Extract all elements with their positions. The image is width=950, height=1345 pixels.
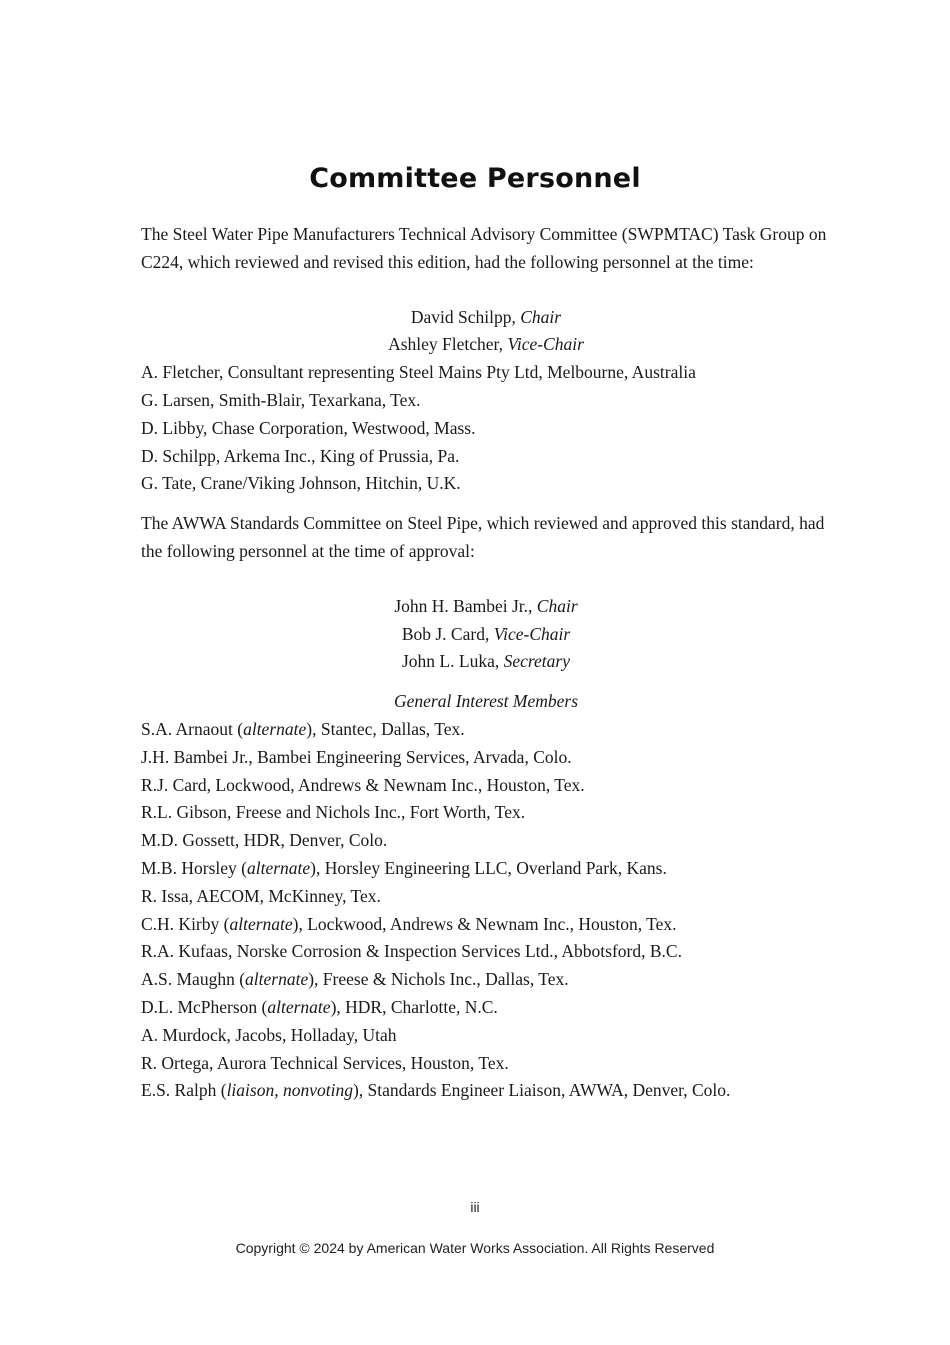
officer-name: Ashley Fletcher, <box>388 334 508 355</box>
member-text: R.A. Kufaas, Norske Corrosion & Inspection Services Ltd., Abbotsford, B.C. <box>141 941 682 962</box>
member-note: alternate <box>267 996 331 1017</box>
member-note: liaison, nonvoting <box>226 1080 353 1101</box>
officer-role: Chair <box>536 595 578 616</box>
list-item <box>141 938 831 966</box>
copyright-notice: Copyright © 2024 by American Water Works Association. All Rights Reserved <box>235 1240 715 1256</box>
general-interest-heading: General Interest Members <box>393 691 579 712</box>
officer-line <box>141 648 831 676</box>
member-text: ), Stantec, Dallas, Tex. <box>306 718 465 739</box>
member-text: ), Horsley Engineering LLC, Overland Park, Kans. <box>310 857 667 878</box>
list-item <box>141 772 831 800</box>
officer-name: John H. Bambei Jr., <box>394 595 537 616</box>
list-item: A. Fletcher, Consultant representing Steel Mains Pty Ltd, Melbourne, Australia <box>141 362 696 383</box>
member-note: alternate <box>243 718 307 739</box>
task-group-intro: The Steel Water Pipe Manufacturers Technical Advisory Committee (SWPMTAC) Task Group on C224, which reviewed and revised this edition, had the following personnel at the time: <box>141 224 827 272</box>
list-item <box>141 799 831 827</box>
list-item <box>141 994 831 1022</box>
officer-name: John L. Luka, <box>402 651 504 672</box>
member-text: ), Freese & Nichols Inc., Dallas, Tex. <box>308 969 569 990</box>
list-item <box>141 911 831 939</box>
member-text: ), HDR, Charlotte, N.C. <box>330 996 498 1017</box>
member-text: ), Lockwood, Andrews & Newnam Inc., Houston, Tex. <box>292 913 677 934</box>
member-text: C.H. Kirby ( <box>141 913 230 934</box>
member-text: R. Ortega, Aurora Technical Services, Houston, Tex. <box>141 1052 509 1073</box>
list-item <box>141 1050 831 1078</box>
officer-name: David Schilpp, <box>410 306 521 327</box>
member-text: A.S. Maughn ( <box>141 969 246 990</box>
member-text: D.L. McPherson ( <box>141 996 268 1017</box>
list-item: G. Tate, Crane/Viking Johnson, Hitchin, U.K. <box>141 473 461 494</box>
list-item <box>141 716 831 744</box>
member-text: R. Issa, AECOM, McKinney, Tex. <box>141 885 381 906</box>
general-interest-member-list <box>141 716 831 1105</box>
list-item <box>141 1077 831 1105</box>
member-note: alternate <box>246 857 311 878</box>
officer-line <box>141 331 831 359</box>
list-item <box>141 1022 831 1050</box>
list-item: D. Libby, Chase Corporation, Westwood, Mass. <box>141 417 476 438</box>
page-title: Committee Personnel <box>309 163 641 194</box>
member-text: A. Murdock, Jacobs, Holladay, Utah <box>141 1024 397 1045</box>
member-text: J.H. Bambei Jr., Bambei Engineering Services, Arvada, Colo. <box>141 746 572 767</box>
officer-line <box>141 593 831 621</box>
list-item <box>141 855 831 883</box>
list-item: D. Schilpp, Arkema Inc., King of Prussia, Pa. <box>141 445 460 466</box>
committee-intro: The AWWA Standards Committee on Steel Pipe, which reviewed and approved this standard, had the following personnel at the time of approval: <box>141 513 825 561</box>
member-text: M.D. Gossett, HDR, Denver, Colo. <box>141 830 388 851</box>
officer-name: Bob J. Card, <box>401 623 494 644</box>
officer-role: Chair <box>520 306 562 327</box>
member-text: M.B. Horsley ( <box>141 857 247 878</box>
task-group-officers <box>141 304 831 360</box>
task-group-member-list <box>141 359 831 498</box>
list-item <box>141 966 831 994</box>
member-text: S.A. Arnaout ( <box>141 718 244 739</box>
list-item <box>141 827 831 855</box>
officer-role: Vice-Chair <box>493 623 571 644</box>
page-content <box>141 221 831 1105</box>
list-item <box>141 744 831 772</box>
member-note: alternate <box>229 913 293 934</box>
officer-role: Secretary <box>503 651 570 672</box>
page-number: iii <box>470 1199 480 1215</box>
member-text: R.L. Gibson, Freese and Nichols Inc., Fort Worth, Tex. <box>141 802 526 823</box>
member-text: E.S. Ralph ( <box>141 1080 227 1101</box>
list-item: G. Larsen, Smith-Blair, Texarkana, Tex. <box>141 389 421 410</box>
member-text: ), Standards Engineer Liaison, AWWA, Denver, Colo. <box>352 1080 731 1101</box>
member-note: alternate <box>245 969 309 990</box>
list-item <box>141 883 831 911</box>
officer-line <box>141 621 831 649</box>
committee-officers <box>141 593 831 676</box>
officer-line <box>141 304 831 332</box>
member-text: R.J. Card, Lockwood, Andrews & Newnam Inc., Houston, Tex. <box>141 774 585 795</box>
officer-role: Vice-Chair <box>507 334 584 355</box>
